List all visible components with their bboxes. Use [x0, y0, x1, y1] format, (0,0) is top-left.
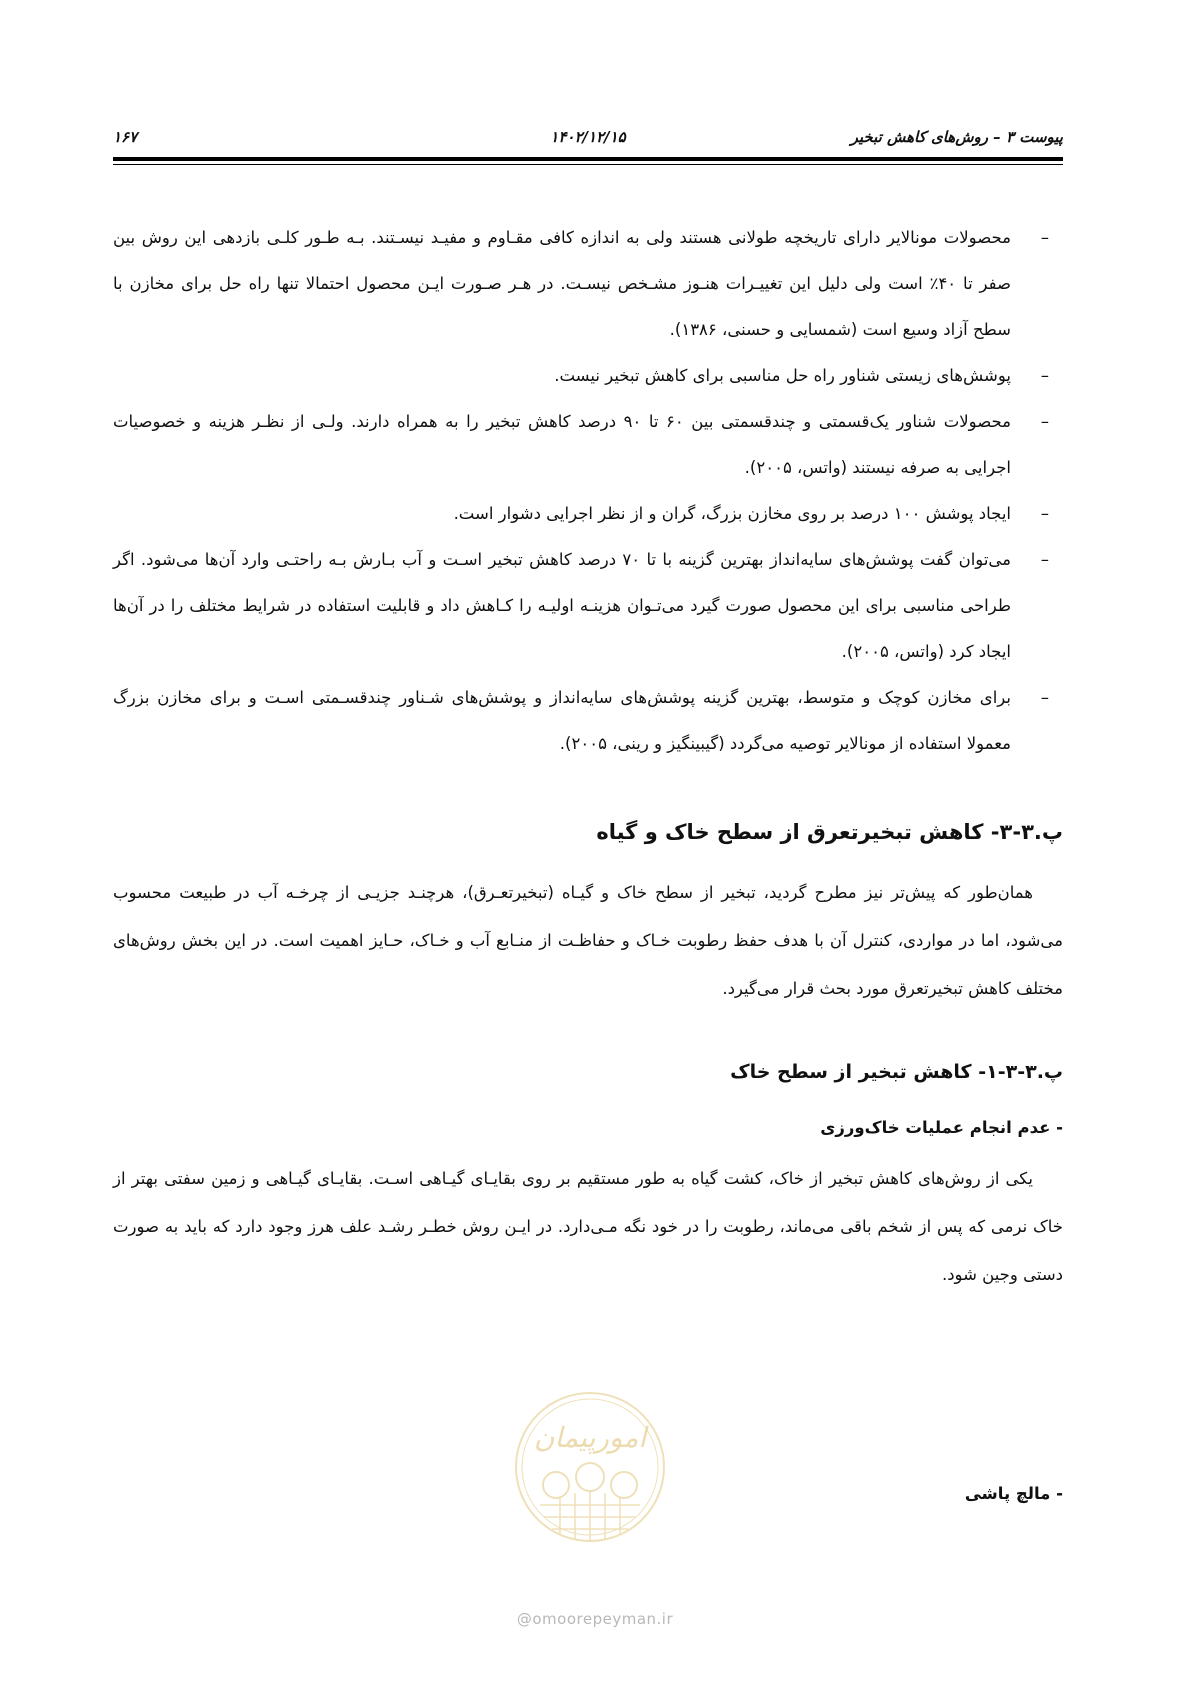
page-header [113, 122, 1063, 148]
bullet-text: پوشش‌های زیستی شناور راه حل مناسبی برای کاهش تبخیر نیست. [554, 366, 1011, 385]
bullet-item [113, 353, 1063, 399]
bullet-dash: – [1040, 550, 1049, 569]
header-page-number: ۱۶۷ [113, 128, 138, 146]
bullet-dash: – [1040, 366, 1049, 385]
bullet-item [113, 537, 1063, 675]
subsection-heading-no-tillage: - عدم انجام عملیات خاک‌ورزی [820, 1118, 1063, 1137]
header-date: ۱۴۰۲/۱۲/۱۵ [550, 128, 626, 146]
bullet-dash: – [1040, 412, 1049, 431]
bullet-item [113, 399, 1063, 491]
bullet-text: می‌توان گفت پوشش‌های سایه‌انداز بهترین گزینه با تا ۷۰ درصد کاهش تبخیر اسـت و آب بـارش بـه راحتـی وارد آن‌ها می‌شود. اگر طراحی مناسبی برای این محصول صورت گیرد می‌تـوان هزینـه اولیـه را کـاهش داد و قابلیت استفاده در شرایط مختلف را در آن‌ها ایجاد کرد (واتس، ۲۰۰۵). [113, 550, 1012, 661]
watermark-logo-icon [510, 1385, 670, 1550]
bullet-text: محصولات شناور یک‌قسمتی و چندقسمتی بین ۶۰ تا ۹۰ درصد کاهش تبخیر را به همراه دارند. ولـی از نظـر هزینه و خصوصیات اجرایی به صرفه نیستند (واتس، ۲۰۰۵). [113, 412, 1012, 477]
section-heading-p331: پ.۳-۳-۱- کاهش تبخیر از سطح خاک [730, 1061, 1063, 1083]
bullet-dash: – [1040, 688, 1049, 707]
header-rule-thin [113, 164, 1063, 165]
bullet-item [113, 215, 1063, 353]
bullet-item [113, 491, 1063, 537]
watermark-url: @omoorepeyman.ir [516, 1610, 674, 1628]
bullet-text: برای مخازن کوچک و متوسط، بهترین گزینه پوشش‌های سایه‌انداز و پوشش‌های شـناور چندقسـمتی اسـت و برای مخازن بزرگ معمولا استفاده از مونالایر توصیه می‌گردد (گیبینگیز و رینی، ۲۰۰۵). [113, 688, 1011, 753]
subsection-heading-mulch: - مالچ پاشی [964, 1484, 1063, 1503]
header-rule-thick [113, 157, 1063, 161]
section-p331-paragraph: یکی از روش‌های کاهش تبخیر از خاک، کشت گیاه به طور مستقیم بر روی بقایـای گیـاهی اسـت. بقایـای گیـاهی و زمین سفتی بهتر از خاک نرمی که پس از شخم باقی می‌ماند، رطوبت را در خود نگه مـی‌دارد. در ایـن روش خطـر رشـد علف هرز وجود دارد که باید به صورت دستی وجین شود. [113, 1169, 1063, 1284]
bullet-item [113, 675, 1063, 767]
section-heading-p33: پ.۳-۳- کاهش تبخیرتعرق از سطح خاک و گیاه [596, 820, 1063, 844]
bullet-text: ایجاد پوشش ۱۰۰ درصد بر روی مخازن بزرگ، گران و از نظر اجرایی دشوار است. [453, 504, 1011, 523]
bullet-text: محصولات مونالایر دارای تاریخچه طولانی هستند ولی به اندازه کافی مقـاوم و مفیـد نیسـتند. بـه طـور کلـی بازدهی این روش بین صفر تا ۴۰٪ است ولی دلیل این تغییـرات هنـوز مشـخص نیسـت. در هـر صـورت ایـن محصول احتمالا تنها راه حل برای مخازن با سطح آزاد وسیع است (شمسایی و حسنی، ۱۳۸۶). [113, 228, 1011, 339]
section-p33-paragraph: همان‌طور که پیش‌تر نیز مطرح گردید، تبخیر از سطح خاک و گیـاه (تبخیرتعـرق)، هرچنـد جزیـی از چرخـه آب در طبیعت محسوب می‌شود، اما در مواردی، کنترل آن با هدف حفظ رطوبت خـاک و حفاظـت از منـابع آب و خـاک، حـایز اهمیت است. در این بخش روش‌های مختلف کاهش تبخیرتعرق مورد بحث قرار می‌گیرد. [113, 883, 1063, 998]
header-section-title: پیوست ۳ – روش‌های کاهش تبخیر [850, 128, 1063, 146]
page-content [113, 215, 1063, 1299]
bullet-dash: – [1040, 228, 1049, 247]
summary-bullet-list [113, 215, 1063, 767]
watermark-logo-text: امورپیمان [533, 1421, 647, 1454]
bullet-dash: – [1040, 504, 1049, 523]
